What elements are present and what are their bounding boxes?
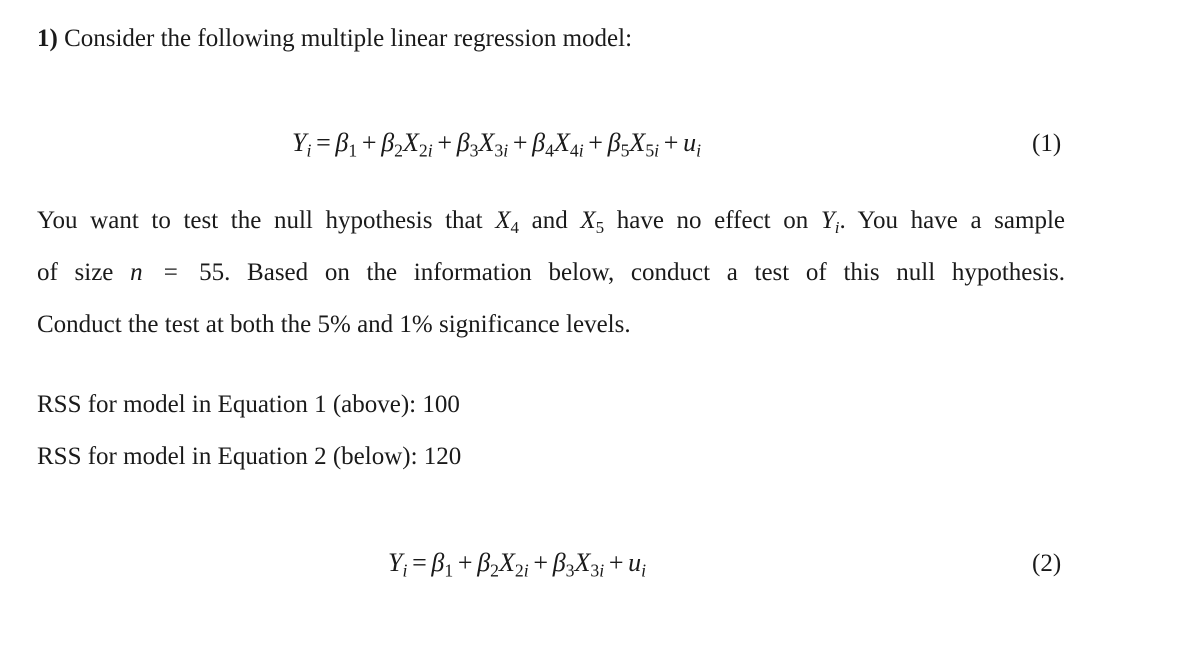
question-intro: Consider the following multiple linear regression model:	[64, 25, 633, 52]
question-number: 1)	[37, 25, 58, 52]
equation-2-number: (2)	[1032, 550, 1062, 577]
paragraph-line-1: You want to test the null hypothesis that $X_4$ and $X_5$ have no effect on $Y_i$. You have a sample	[37, 207, 1065, 238]
question-heading	[37, 24, 632, 54]
paragraph-line-3: Conduct the test at both the 5% and 1% significance levels.	[37, 311, 631, 338]
rss-equation-1: RSS for model in Equation 1 (above): 100	[37, 391, 460, 418]
equation-2: $Y_i = \beta_1 + \beta_2X_{2i} + \beta_3X_{3i} + u_i$	[388, 548, 647, 581]
equation-1-number: (1)	[1032, 130, 1062, 157]
rss-equation-2: RSS for model in Equation 2 (below): 120	[37, 443, 462, 470]
paragraph-line-2: of size n = 55. Based on the information below, conduct a test of this null hypothesis.	[37, 259, 1066, 286]
equation-1: $Y_i = \beta_1 + \beta_2X_{2i} + \beta_3X_{3i} + \beta_4X_{4i} + \beta_5X_{5i} + u_i$	[292, 128, 702, 161]
